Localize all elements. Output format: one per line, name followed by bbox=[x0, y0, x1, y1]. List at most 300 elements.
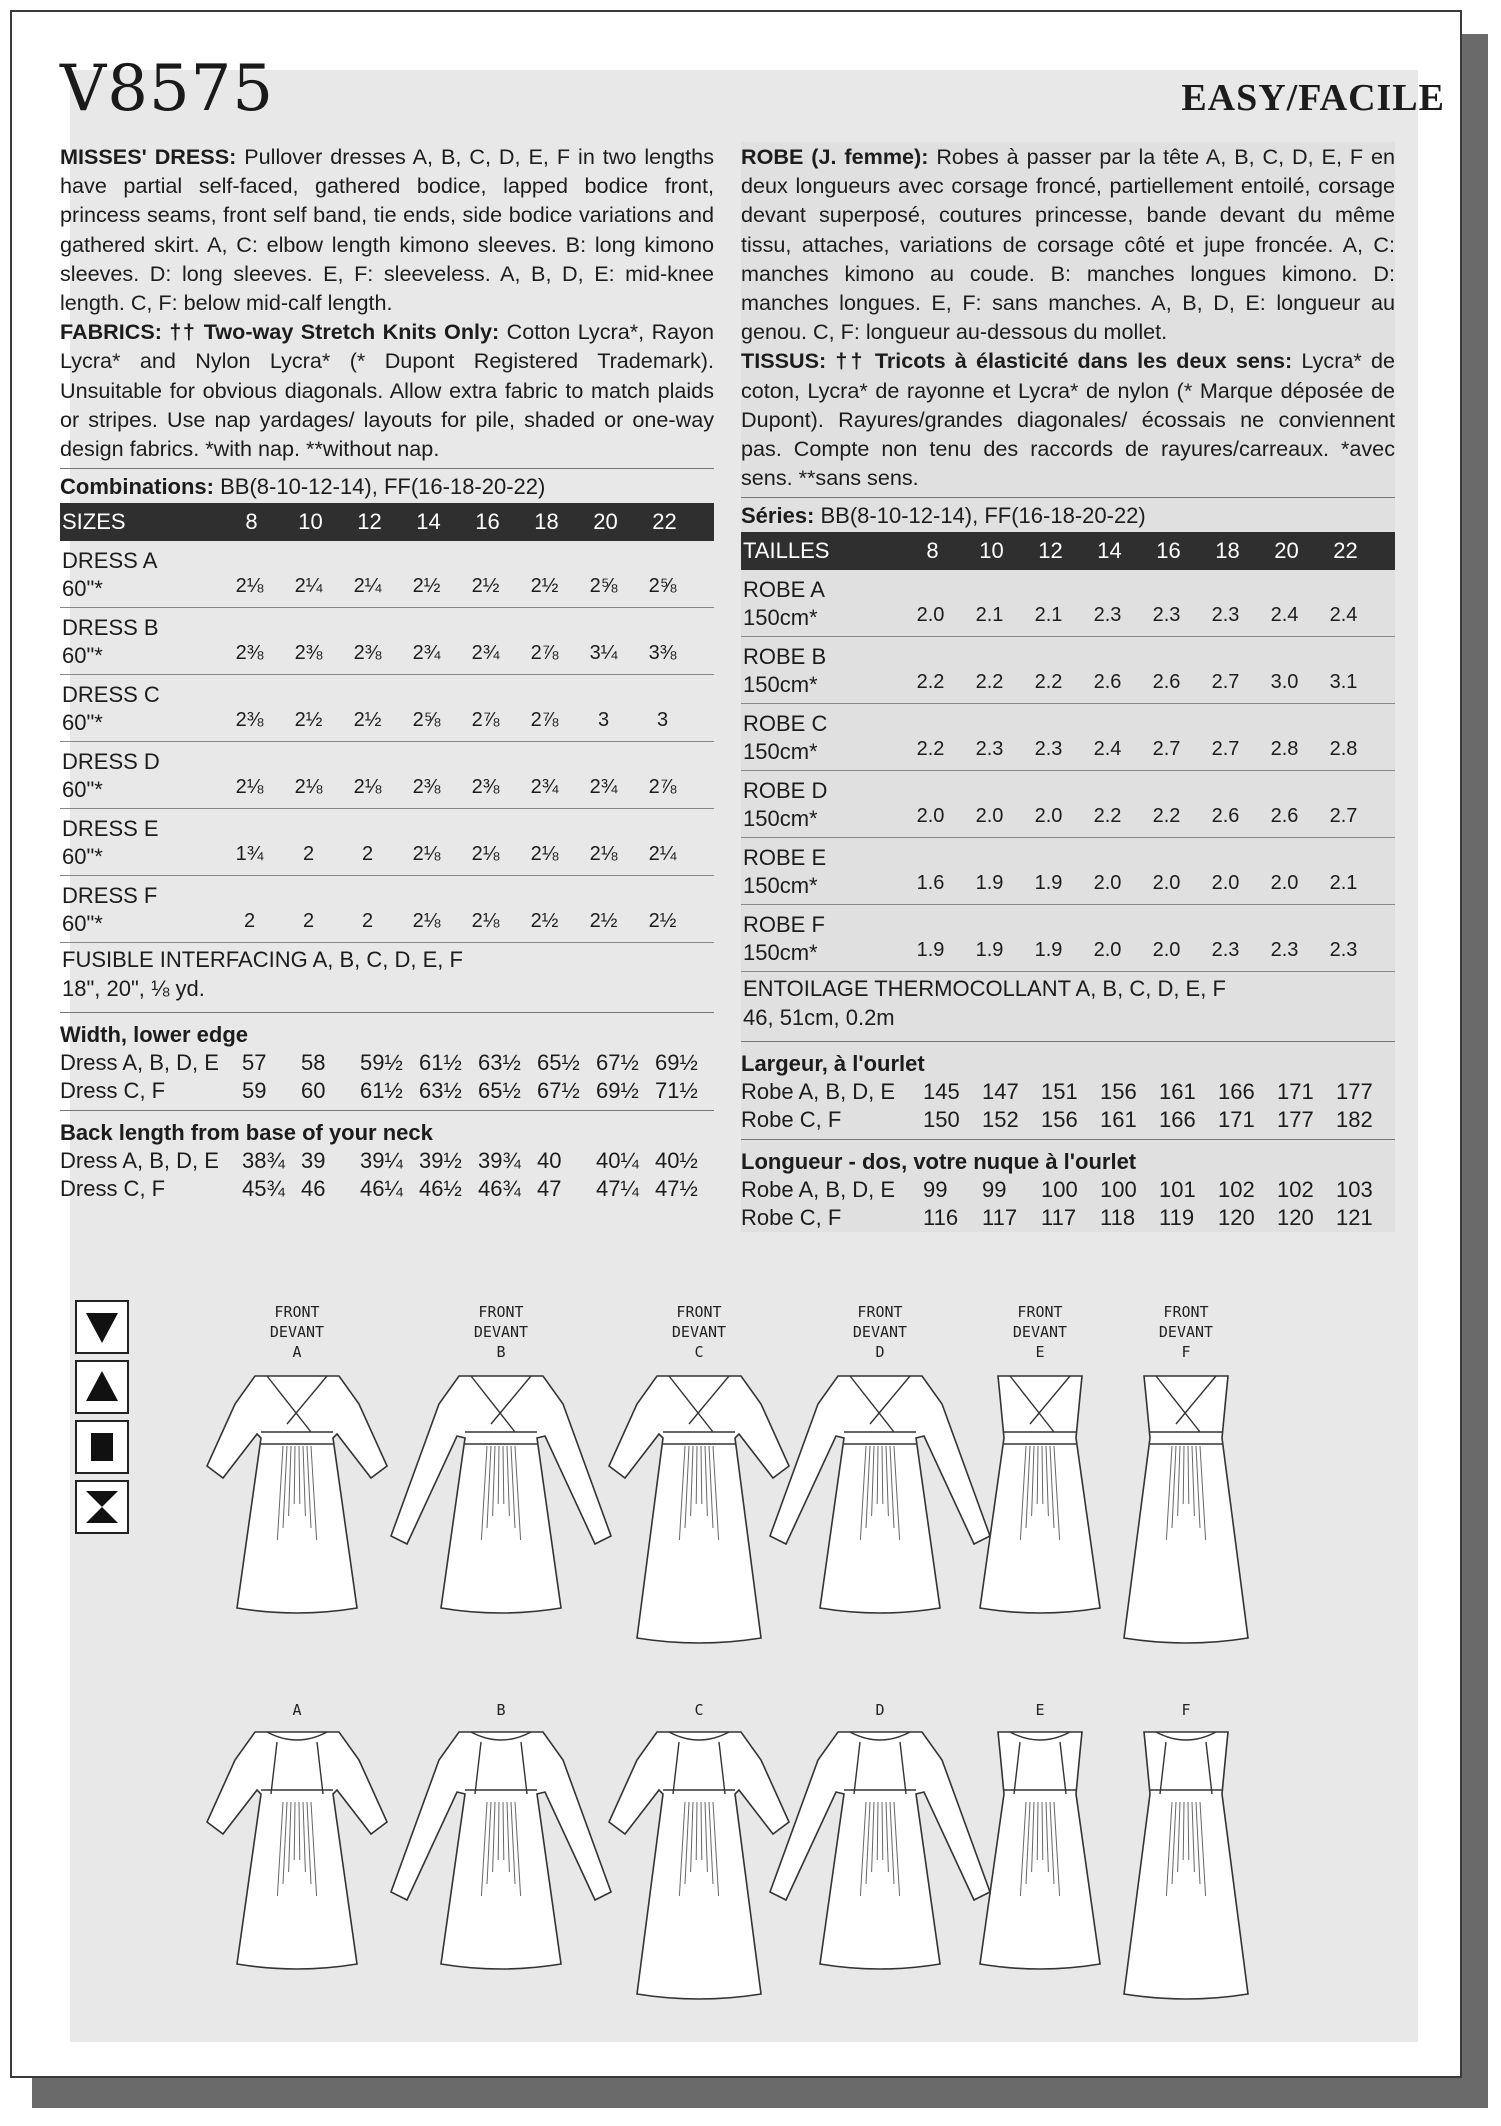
combinations-value: BB(8-10-12-14), FF(16-18-20-22) bbox=[214, 474, 546, 500]
measurement-value: 46¼ bbox=[360, 1176, 403, 1202]
measurement-row bbox=[741, 1204, 1395, 1232]
table-row bbox=[60, 608, 714, 675]
view-letter: F bbox=[1181, 1701, 1191, 1719]
measurement-value: 40½ bbox=[655, 1148, 698, 1174]
yardage-value: 2.6 bbox=[1270, 805, 1299, 828]
interfacing bbox=[60, 943, 714, 1007]
measurement-value: 147 bbox=[982, 1079, 1019, 1105]
measurement-label: Dress A, B, D, E bbox=[60, 1050, 219, 1076]
row-values bbox=[220, 642, 692, 665]
view-name: DRESS F bbox=[62, 883, 158, 909]
view-name: DRESS E bbox=[62, 816, 159, 842]
yardage-value: 3 bbox=[597, 709, 610, 732]
misses-title: MISSES' DRESS: bbox=[60, 144, 237, 169]
table-row bbox=[60, 675, 714, 742]
sizes-label: SIZES bbox=[62, 509, 126, 535]
yardage-value: 2.7 bbox=[1152, 738, 1181, 761]
size-header: 8 bbox=[926, 538, 939, 564]
yardage-value: 2 bbox=[302, 843, 315, 866]
yardage-value: 2⅛ bbox=[235, 575, 264, 598]
yardage-value: 2⅞ bbox=[530, 642, 559, 665]
table-row bbox=[60, 809, 714, 876]
measurement-values bbox=[923, 1176, 1395, 1204]
yardage-value: 2½ bbox=[353, 709, 382, 732]
yardage-value: 2.8 bbox=[1270, 738, 1299, 761]
size-header: 18 bbox=[534, 509, 559, 535]
measurement-value: 99 bbox=[982, 1177, 1007, 1203]
yardage-value: 2.8 bbox=[1329, 738, 1358, 761]
entoilage bbox=[741, 972, 1395, 1036]
front-label: FRONT bbox=[274, 1303, 320, 1321]
yardage-value: 2⅜ bbox=[353, 642, 382, 665]
yardage-value: 2¼ bbox=[294, 575, 323, 598]
robe-title: ROBE (J. femme): bbox=[741, 144, 929, 169]
view-letter: A bbox=[292, 1343, 302, 1361]
yardage-value: 2.0 bbox=[975, 805, 1004, 828]
tissus-description bbox=[741, 346, 1395, 492]
measurement-value: 161 bbox=[1159, 1079, 1196, 1105]
yardage-value: 2.6 bbox=[1093, 671, 1122, 694]
front-view-label-a bbox=[247, 1302, 347, 1362]
yardage-value: 2⅛ bbox=[353, 776, 382, 799]
table-row bbox=[60, 541, 714, 608]
measurement-value: 120 bbox=[1218, 1205, 1255, 1231]
yardage-value: 2.0 bbox=[916, 604, 945, 627]
measurement-value: 45¾ bbox=[242, 1176, 285, 1202]
yardage-value: 2⅜ bbox=[235, 709, 264, 732]
measurement-value: 156 bbox=[1041, 1107, 1078, 1133]
fabrics-text: Cotton Lycra*, Rayon Lycra* and Nylon Lycra* (* Dupont Registered Trademark). Unsuitable for obvious diagonals. Allow extra fabric to match plaids or stripes. Use nap yardages/ layouts for pile, shaded or one-way design fabrics. *with nap. **without nap. bbox=[60, 319, 714, 462]
yardage-value: 2.4 bbox=[1093, 738, 1122, 761]
devant-label: DEVANT bbox=[852, 1323, 908, 1341]
size-header: 14 bbox=[416, 509, 441, 535]
yardage-value: 2½ bbox=[530, 575, 559, 598]
measurement-value: 39¼ bbox=[360, 1148, 403, 1174]
back-view-label-e bbox=[1020, 1700, 1060, 1720]
interfacing-value: 18", 20", ⅛ yd. bbox=[62, 976, 205, 1002]
yardage-value: 2⅝ bbox=[648, 575, 677, 598]
back-view-label-c bbox=[679, 1700, 719, 1720]
yardage-value: 2½ bbox=[589, 910, 618, 933]
yardage-value: 2⅛ bbox=[412, 843, 441, 866]
measurement-value: 100 bbox=[1041, 1177, 1078, 1203]
yardage-value: 2¾ bbox=[530, 776, 559, 799]
misses-description bbox=[60, 142, 714, 317]
measurement-value: 171 bbox=[1277, 1079, 1314, 1105]
yardage-value: 1.9 bbox=[975, 872, 1004, 895]
measurement-value: 145 bbox=[923, 1079, 960, 1105]
width-title: Width, lower edge bbox=[60, 1022, 249, 1048]
yardage-value: 2¼ bbox=[648, 843, 677, 866]
yardage-value: 2.3 bbox=[1093, 604, 1122, 627]
measurement-value: 118 bbox=[1100, 1205, 1136, 1231]
row-values bbox=[220, 843, 692, 866]
view-letter: D bbox=[875, 1701, 885, 1719]
yardage-value: 2.2 bbox=[916, 671, 945, 694]
yardage-value: 2.3 bbox=[1211, 939, 1240, 962]
measurement-value: 58 bbox=[301, 1050, 326, 1076]
measurement-value: 47¼ bbox=[596, 1176, 639, 1202]
fabric-width: 60"* bbox=[62, 576, 103, 602]
row-label bbox=[743, 710, 827, 766]
entoilage-title: ENTOILAGE THERMOCOLLANT A, B, C, D, E, F bbox=[743, 976, 1226, 1002]
measurement-row bbox=[741, 1106, 1395, 1134]
yardage-value: 2⅛ bbox=[412, 910, 441, 933]
measurement-value: 101 bbox=[1159, 1177, 1196, 1203]
yardage-value: 2.3 bbox=[1270, 939, 1299, 962]
yardage-value: 2¾ bbox=[471, 642, 500, 665]
yardage-value: 1.9 bbox=[916, 939, 945, 962]
yardage-value: 3 bbox=[656, 709, 669, 732]
yardage-value: 2.7 bbox=[1211, 738, 1240, 761]
row-values bbox=[901, 671, 1373, 694]
measurement-value: 166 bbox=[1159, 1107, 1196, 1133]
misses-text: Pullover dresses A, B, C, D, E, F in two lengths have partial self-faced, gathered bodice, lapped bodice front, princess seams, front self band, tie ends, side bodice variations and gathered skirt. A, C: elbow length kimono sleeves. B: long kimono sleeves. D: long sleeves. E, F: sleeveless. A, B, D, E: mid-knee length. C, F: below mid-calf length. bbox=[60, 144, 714, 316]
yardage-value: 2⅜ bbox=[235, 642, 264, 665]
sizes-header bbox=[60, 503, 714, 541]
measurement-value: 119 bbox=[1159, 1205, 1195, 1231]
yardage-value: 2⅛ bbox=[294, 776, 323, 799]
view-letter: D bbox=[875, 1343, 885, 1361]
yardage-value: 2⅜ bbox=[412, 776, 441, 799]
yardage-value: 2 bbox=[361, 910, 374, 933]
table-row bbox=[741, 637, 1395, 704]
metrage-table bbox=[741, 570, 1395, 972]
devant-label: DEVANT bbox=[269, 1323, 325, 1341]
front-view-sketch-f bbox=[1066, 1368, 1306, 1658]
row-label bbox=[743, 911, 825, 967]
english-column bbox=[60, 142, 714, 1203]
measurement-values bbox=[242, 1147, 714, 1175]
yardage-value: 2.1 bbox=[1329, 872, 1358, 895]
yardage-value: 3.1 bbox=[1329, 671, 1358, 694]
measurement-value: 59½ bbox=[360, 1050, 403, 1076]
table-row bbox=[741, 771, 1395, 838]
row-label bbox=[743, 576, 825, 632]
row-label bbox=[743, 643, 826, 699]
yardage-table bbox=[60, 541, 714, 943]
yardage-value: 2.7 bbox=[1329, 805, 1358, 828]
front-view-label-f bbox=[1136, 1302, 1236, 1362]
row-values bbox=[901, 604, 1373, 627]
devant-label: DEVANT bbox=[671, 1323, 727, 1341]
measurement-value: 121 bbox=[1336, 1205, 1373, 1231]
measurement-values bbox=[242, 1175, 714, 1203]
divider bbox=[60, 1012, 714, 1013]
view-name: ROBE A bbox=[743, 577, 825, 603]
front-view-label-b bbox=[451, 1302, 551, 1362]
row-values bbox=[901, 939, 1373, 962]
table-row bbox=[741, 905, 1395, 972]
back-view-sketch-f bbox=[1066, 1724, 1306, 2014]
view-name: ROBE B bbox=[743, 644, 827, 670]
size-header: 20 bbox=[1274, 538, 1299, 564]
fabrics-title: FABRICS: †† Two-way Stretch Knits Only: bbox=[60, 319, 500, 345]
table-row bbox=[741, 570, 1395, 637]
view-name: ROBE E bbox=[743, 845, 827, 871]
measurement-value: 61½ bbox=[419, 1050, 462, 1076]
row-label bbox=[62, 547, 157, 603]
front-label: FRONT bbox=[857, 1303, 903, 1321]
measurement-value: 47½ bbox=[655, 1176, 698, 1202]
yardage-value: 2¼ bbox=[353, 575, 382, 598]
row-values bbox=[901, 805, 1373, 828]
longueur-title: Longueur - dos, votre nuque à l'ourlet bbox=[741, 1149, 1137, 1175]
square-icon bbox=[75, 1420, 129, 1474]
yardage-value: 2⅜ bbox=[471, 776, 500, 799]
back-length-table bbox=[60, 1147, 714, 1203]
row-values bbox=[220, 776, 692, 799]
triangle-down-icon bbox=[75, 1300, 129, 1354]
yardage-value: 2½ bbox=[530, 910, 559, 933]
measurement-label: Robe A, B, D, E bbox=[741, 1177, 896, 1203]
yardage-value: 2 bbox=[243, 910, 256, 933]
measurement-value: 171 bbox=[1218, 1107, 1255, 1133]
measurement-value: 69½ bbox=[596, 1078, 639, 1104]
longueur-table bbox=[741, 1176, 1395, 1232]
yardage-value: 1.9 bbox=[1034, 939, 1063, 962]
view-letter: E bbox=[1035, 1343, 1045, 1361]
measurement-value: 61½ bbox=[360, 1078, 403, 1104]
series-label: Séries: bbox=[741, 503, 815, 529]
yardage-value: 2.0 bbox=[1093, 872, 1122, 895]
front-view-label-c bbox=[649, 1302, 749, 1362]
row-label bbox=[62, 815, 159, 871]
size-header: 22 bbox=[652, 509, 677, 535]
measurement-values bbox=[242, 1077, 714, 1105]
measurement-value: 39 bbox=[301, 1148, 326, 1174]
measurement-value: 46¾ bbox=[478, 1176, 521, 1202]
yardage-value: 2 bbox=[361, 843, 374, 866]
front-label: FRONT bbox=[676, 1303, 722, 1321]
measurement-value: 46½ bbox=[419, 1176, 462, 1202]
divider bbox=[741, 1139, 1395, 1140]
measurement-value: 150 bbox=[923, 1107, 960, 1133]
tissus-text: Lycra* de coton, Lycra* de rayonne et Lycra* de nylon (* Marque déposée de Dupont). Rayures/grandes diagonales/ écossais ne conviennent pas. Compte non tenu des raccords de rayures/carreaux. *avec sens. **sans sens. bbox=[741, 348, 1395, 491]
measurement-label: Dress A, B, D, E bbox=[60, 1148, 219, 1174]
size-header: 16 bbox=[475, 509, 500, 535]
size-header: 14 bbox=[1097, 538, 1122, 564]
yardage-value: 2.3 bbox=[1211, 604, 1240, 627]
yardage-value: 2¾ bbox=[412, 642, 441, 665]
yardage-value: 3¼ bbox=[589, 642, 618, 665]
divider bbox=[60, 468, 714, 469]
yardage-value: 2½ bbox=[648, 910, 677, 933]
size-header: 12 bbox=[357, 509, 382, 535]
fabric-width: 60"* bbox=[62, 643, 103, 669]
yardage-value: 2.1 bbox=[975, 604, 1004, 627]
measurement-value: 39¾ bbox=[478, 1148, 521, 1174]
yardage-value: 2.3 bbox=[1152, 604, 1181, 627]
back-view-label-f bbox=[1166, 1700, 1206, 1720]
view-letter: F bbox=[1181, 1343, 1191, 1361]
table-row bbox=[60, 876, 714, 943]
row-label bbox=[62, 614, 159, 670]
measurement-value: 67½ bbox=[596, 1050, 639, 1076]
measurement-row bbox=[60, 1049, 714, 1077]
measurement-label: Robe C, F bbox=[741, 1107, 842, 1133]
front-label: FRONT bbox=[1017, 1303, 1063, 1321]
measurement-value: 47 bbox=[537, 1176, 562, 1202]
series-value: BB(8-10-12-14), FF(16-18-20-22) bbox=[814, 503, 1146, 529]
row-label bbox=[743, 777, 827, 833]
tissus-title: TISSUS: †† Tricots à élasticité dans les deux sens: bbox=[741, 348, 1293, 374]
measurement-value: 102 bbox=[1218, 1177, 1255, 1203]
measurement-row bbox=[741, 1078, 1395, 1106]
yardage-value: 2.7 bbox=[1211, 671, 1240, 694]
view-letter: C bbox=[694, 1343, 704, 1361]
view-name: DRESS D bbox=[62, 749, 160, 775]
view-name: DRESS A bbox=[62, 548, 158, 574]
fabric-width: 150cm* bbox=[743, 873, 818, 899]
yardage-value: 1.6 bbox=[916, 872, 945, 895]
devant-label: DEVANT bbox=[1158, 1323, 1214, 1341]
measurement-value: 65½ bbox=[537, 1050, 580, 1076]
fabric-width: 60"* bbox=[62, 777, 103, 803]
measurement-values bbox=[923, 1204, 1395, 1232]
measurement-value: 67½ bbox=[537, 1078, 580, 1104]
yardage-value: 2.6 bbox=[1152, 671, 1181, 694]
measurement-value: 152 bbox=[982, 1107, 1019, 1133]
view-name: ROBE C bbox=[743, 711, 828, 737]
fabric-width: 150cm* bbox=[743, 739, 818, 765]
fabric-width: 150cm* bbox=[743, 940, 818, 966]
divider bbox=[741, 497, 1395, 498]
row-label bbox=[62, 748, 160, 804]
devant-label: DEVANT bbox=[473, 1323, 529, 1341]
table-row bbox=[741, 704, 1395, 771]
largeur-table bbox=[741, 1078, 1395, 1134]
yardage-value: 2.0 bbox=[1211, 872, 1240, 895]
row-values bbox=[220, 709, 692, 732]
view-name: DRESS C bbox=[62, 682, 160, 708]
size-header: 16 bbox=[1156, 538, 1181, 564]
measurement-value: 161 bbox=[1100, 1107, 1137, 1133]
difficulty-label: EASY/FACILE bbox=[1181, 77, 1445, 119]
yardage-value: 2⅛ bbox=[471, 910, 500, 933]
yardage-value: 3.0 bbox=[1270, 671, 1299, 694]
view-name: ROBE D bbox=[743, 778, 828, 804]
measurement-value: 177 bbox=[1336, 1079, 1373, 1105]
view-letter: E bbox=[1035, 1701, 1045, 1719]
yardage-value: 2⅝ bbox=[589, 575, 618, 598]
size-header: 10 bbox=[298, 509, 323, 535]
view-name: DRESS B bbox=[62, 615, 159, 641]
measurement-row bbox=[60, 1175, 714, 1203]
front-view-label-d bbox=[830, 1302, 930, 1362]
yardage-value: 2 bbox=[302, 910, 315, 933]
size-header: 18 bbox=[1215, 538, 1240, 564]
table-row bbox=[741, 838, 1395, 905]
front-label: FRONT bbox=[478, 1303, 524, 1321]
yardage-value: 2.2 bbox=[916, 738, 945, 761]
measurement-values bbox=[923, 1078, 1395, 1106]
tailles-header bbox=[741, 532, 1395, 570]
largeur-title: Largeur, à l'ourlet bbox=[741, 1051, 925, 1077]
view-letter: B bbox=[496, 1701, 506, 1719]
robe-text: Robes à passer par la tête A, B, C, D, E, F en deux longueurs avec corsage froncé, partiellement entoilé, corsage devant superposé, coutures princesse, bande devant du même tissu, attaches, variations de corsage côté et jupe froncée. A, C: manches kimono au coude. B: manches longues kimono. D: manches longues. E, F: sans manches. A, B, D, E: longueur au genou. C, F: longueur au-dessous du mollet. bbox=[741, 144, 1395, 345]
yardage-value: 2⅛ bbox=[589, 843, 618, 866]
measurement-value: 63½ bbox=[419, 1078, 462, 1104]
measurement-value: 40 bbox=[537, 1148, 562, 1174]
width-table bbox=[60, 1049, 714, 1105]
size-header: 22 bbox=[1333, 538, 1358, 564]
yardage-value: 2½ bbox=[294, 709, 323, 732]
yardage-value: 2½ bbox=[412, 575, 441, 598]
yardage-value: 2⅞ bbox=[648, 776, 677, 799]
divider bbox=[60, 1110, 714, 1111]
back-view-label-a bbox=[277, 1700, 317, 1720]
triangle-up-icon bbox=[75, 1360, 129, 1414]
view-name: ROBE F bbox=[743, 912, 825, 938]
view-letter: C bbox=[694, 1701, 704, 1719]
devant-label: DEVANT bbox=[1012, 1323, 1068, 1341]
robe-description bbox=[741, 142, 1395, 346]
measurement-value: 39½ bbox=[419, 1148, 462, 1174]
yardage-value: 2.6 bbox=[1211, 805, 1240, 828]
measurement-value: 69½ bbox=[655, 1050, 698, 1076]
measurement-value: 71½ bbox=[655, 1078, 698, 1104]
yardage-value: 2.1 bbox=[1034, 604, 1063, 627]
yardage-value: 2.3 bbox=[975, 738, 1004, 761]
yardage-value: 2⅛ bbox=[235, 776, 264, 799]
front-view-label-e bbox=[990, 1302, 1090, 1362]
yardage-value: 2.2 bbox=[1034, 671, 1063, 694]
fabric-width: 150cm* bbox=[743, 605, 818, 631]
row-label bbox=[62, 681, 160, 737]
yardage-value: 2.0 bbox=[1270, 872, 1299, 895]
row-values bbox=[220, 575, 692, 598]
measurement-label: Dress C, F bbox=[60, 1176, 166, 1202]
measurement-label: Robe A, B, D, E bbox=[741, 1079, 896, 1105]
divider bbox=[741, 1041, 1395, 1042]
row-label bbox=[743, 844, 826, 900]
measurement-row bbox=[741, 1176, 1395, 1204]
measurement-value: 117 bbox=[1041, 1205, 1077, 1231]
dress-outline bbox=[1124, 1732, 1248, 1999]
yardage-value: 2.3 bbox=[1034, 738, 1063, 761]
yardage-value: 2¾ bbox=[589, 776, 618, 799]
measurement-label: Dress C, F bbox=[60, 1078, 166, 1104]
yardage-value: 1.9 bbox=[975, 939, 1004, 962]
row-label bbox=[62, 882, 157, 938]
size-header: 8 bbox=[245, 509, 258, 535]
measurement-value: 117 bbox=[982, 1205, 1018, 1231]
yardage-value: 2.0 bbox=[1152, 872, 1181, 895]
yardage-value: 2⅜ bbox=[294, 642, 323, 665]
measurement-value: 46 bbox=[301, 1176, 326, 1202]
yardage-value: 2.4 bbox=[1270, 604, 1299, 627]
yardage-value: 3⅜ bbox=[648, 642, 677, 665]
yardage-value: 2.3 bbox=[1329, 939, 1358, 962]
measurement-value: 65½ bbox=[478, 1078, 521, 1104]
back-length-title: Back length from base of your neck bbox=[60, 1120, 433, 1146]
measurement-values bbox=[923, 1106, 1395, 1134]
dress-outline bbox=[207, 1732, 387, 1969]
yardage-value: 2.0 bbox=[916, 805, 945, 828]
yardage-value: 2⅛ bbox=[530, 843, 559, 866]
yardage-value: 2⅞ bbox=[471, 709, 500, 732]
front-label: FRONT bbox=[1163, 1303, 1209, 1321]
measurement-value: 156 bbox=[1100, 1079, 1137, 1105]
measurement-value: 182 bbox=[1336, 1107, 1373, 1133]
measurement-label: Robe C, F bbox=[741, 1205, 842, 1231]
entoilage-value: 46, 51cm, 0.2m bbox=[743, 1005, 895, 1031]
measurement-value: 103 bbox=[1336, 1177, 1373, 1203]
measurement-value: 40¼ bbox=[596, 1148, 639, 1174]
back-view-label-d bbox=[860, 1700, 900, 1720]
measurement-value: 63½ bbox=[478, 1050, 521, 1076]
